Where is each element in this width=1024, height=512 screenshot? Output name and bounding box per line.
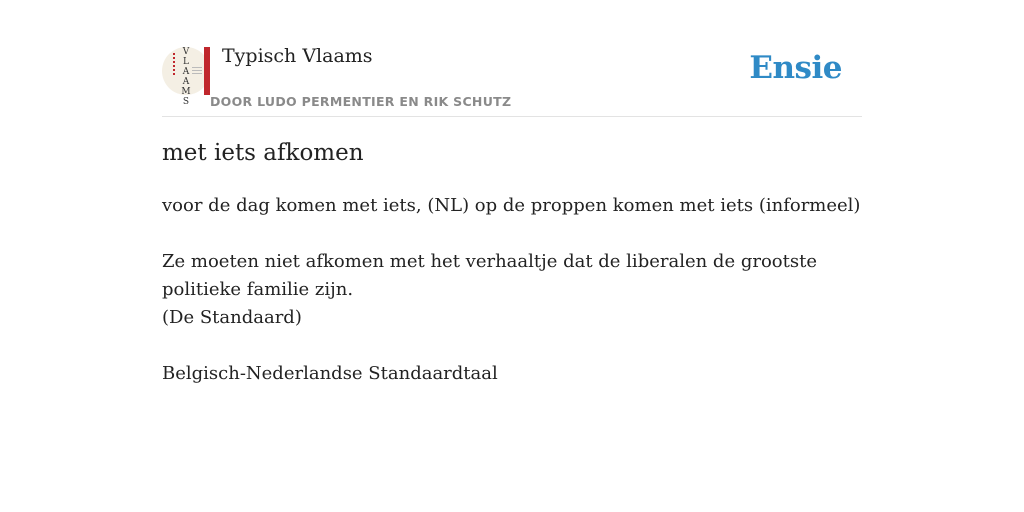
card-header [162,0,862,117]
byline: DOOR LUDO PERMENTIER EN RIK SCHUTZ [210,94,512,109]
entry-example-source: (De Standaard) [162,307,302,328]
spacer [162,220,862,248]
entry-body [162,192,862,388]
entry-language-label: Belgisch-Nederlandse Standaardtaal [162,363,498,384]
entry-example: Ze moeten niet afkomen met het verhaaltje dat de liberalen de grootste politieke familie zijn. [162,251,817,300]
avatar-red-bar [204,47,210,95]
avatar-tiny-text [192,67,202,68]
entry-card [162,0,862,384]
avatar-decoration [173,53,178,75]
ensie-logo-link[interactable]: Ensie [749,50,842,86]
entry-term: met iets afkomen [162,140,364,166]
avatar-letters: V L A A M S [181,47,191,107]
avatar[interactable] [162,47,210,107]
site-title[interactable]: Typisch Vlaams [222,45,373,67]
spacer [162,332,862,360]
entry-definition: voor de dag komen met iets, (NL) op de proppen komen met iets (informeel) [162,195,861,216]
